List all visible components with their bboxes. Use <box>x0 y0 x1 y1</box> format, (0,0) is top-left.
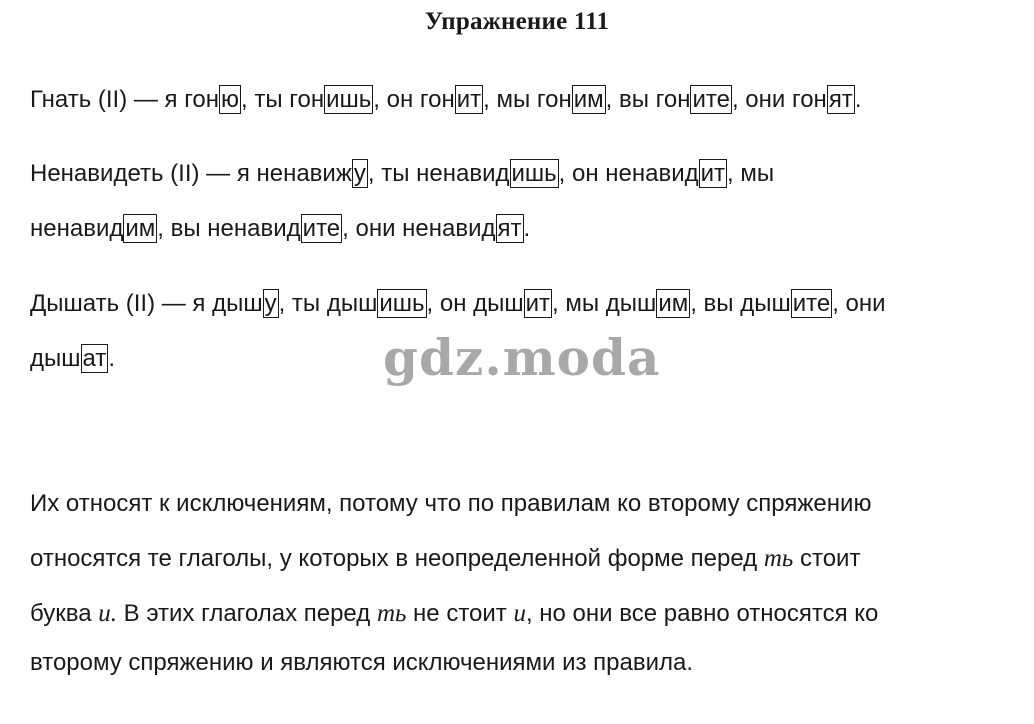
explanation-text: второму спряжению и являются исключениями из правила. <box>30 649 694 676</box>
conjugation-line-nenavidet-1 <box>30 159 774 189</box>
stem-text: , ты ненавид <box>367 160 510 187</box>
stem-text: ненавид <box>30 215 124 242</box>
stem-text: , мы гон <box>483 86 572 113</box>
stem-text: , вы дыш <box>690 290 791 317</box>
stem-text: , они гон <box>731 86 827 113</box>
watermark: gdz.moda <box>383 328 661 387</box>
italic-term: и <box>513 600 526 627</box>
explanation-line-1 <box>30 489 871 519</box>
ending-box: ишь <box>326 86 372 113</box>
conjugation-line-nenavidet-2 <box>30 214 530 244</box>
stem-text: , вы гон <box>605 86 691 113</box>
explanation-text: В этих глаголах перед <box>116 600 377 627</box>
ending-box: ит <box>525 290 551 317</box>
explanation-text: стоит <box>793 545 861 572</box>
explanation-text: не стоит <box>406 600 514 627</box>
conjugation-line-gnat <box>30 85 861 115</box>
explanation-line-2 <box>30 544 860 574</box>
stem-text: дыш <box>30 345 81 372</box>
ending-box: им <box>125 215 156 242</box>
explanation-text: буква <box>30 600 99 627</box>
ending-box: ят <box>828 86 853 113</box>
italic-term: ть <box>376 600 407 627</box>
stem-text: Дышать (II) — я дыш <box>30 290 263 317</box>
explanation-text: Их относят к исключениям, потому что по правилам ко второму спряжению <box>30 490 872 517</box>
ending-box: ишь <box>379 290 425 317</box>
ending-box: ю <box>221 86 240 113</box>
ending-box: у <box>353 160 366 187</box>
explanation-text: , но они все равно относятся ко <box>525 600 879 627</box>
ending-box: у <box>264 290 277 317</box>
ending-box: ит <box>456 86 482 113</box>
conjugation-line-dyshat-2 <box>30 344 115 374</box>
stem-text: , он дыш <box>426 290 524 317</box>
ending-box: ите <box>302 215 341 242</box>
exercise-title: Упражнение 111 <box>424 8 610 35</box>
stem-text: , ты гон <box>241 86 325 113</box>
stem-text: , они ненавид <box>342 215 496 242</box>
italic-term: ть <box>763 545 794 572</box>
explanation-text: относятся те глаголы, у которых в неопределенной форме перед <box>30 545 764 572</box>
ending-box: ите <box>792 290 831 317</box>
ending-box: им <box>573 86 604 113</box>
stem-text: , вы ненавид <box>157 215 301 242</box>
ending-box: ите <box>692 86 730 113</box>
stem-text: . <box>108 345 115 372</box>
ending-box: ят <box>497 215 522 242</box>
explanation-line-4 <box>30 648 693 678</box>
italic-term: и. <box>98 600 117 627</box>
stem-text: . <box>523 215 531 242</box>
stem-text: , они <box>832 290 886 317</box>
stem-text: Ненавидеть (II) — я ненавиж <box>30 160 352 187</box>
stem-text: , мы дыш <box>552 290 657 317</box>
stem-text: , он ненавид <box>558 160 699 187</box>
ending-box: им <box>658 290 689 317</box>
stem-text: , он гон <box>373 86 455 113</box>
conjugation-line-dyshat-1 <box>30 289 886 319</box>
stem-text: , мы <box>727 160 775 187</box>
explanation-line-3 <box>30 599 878 629</box>
stem-text: , ты дыш <box>278 290 378 317</box>
stem-text: . <box>854 86 862 113</box>
ending-box: ишь <box>511 160 557 187</box>
ending-box: ит <box>700 160 726 187</box>
stem-text: Гнать (II) — я гон <box>30 86 220 113</box>
ending-box: ат <box>82 345 107 372</box>
